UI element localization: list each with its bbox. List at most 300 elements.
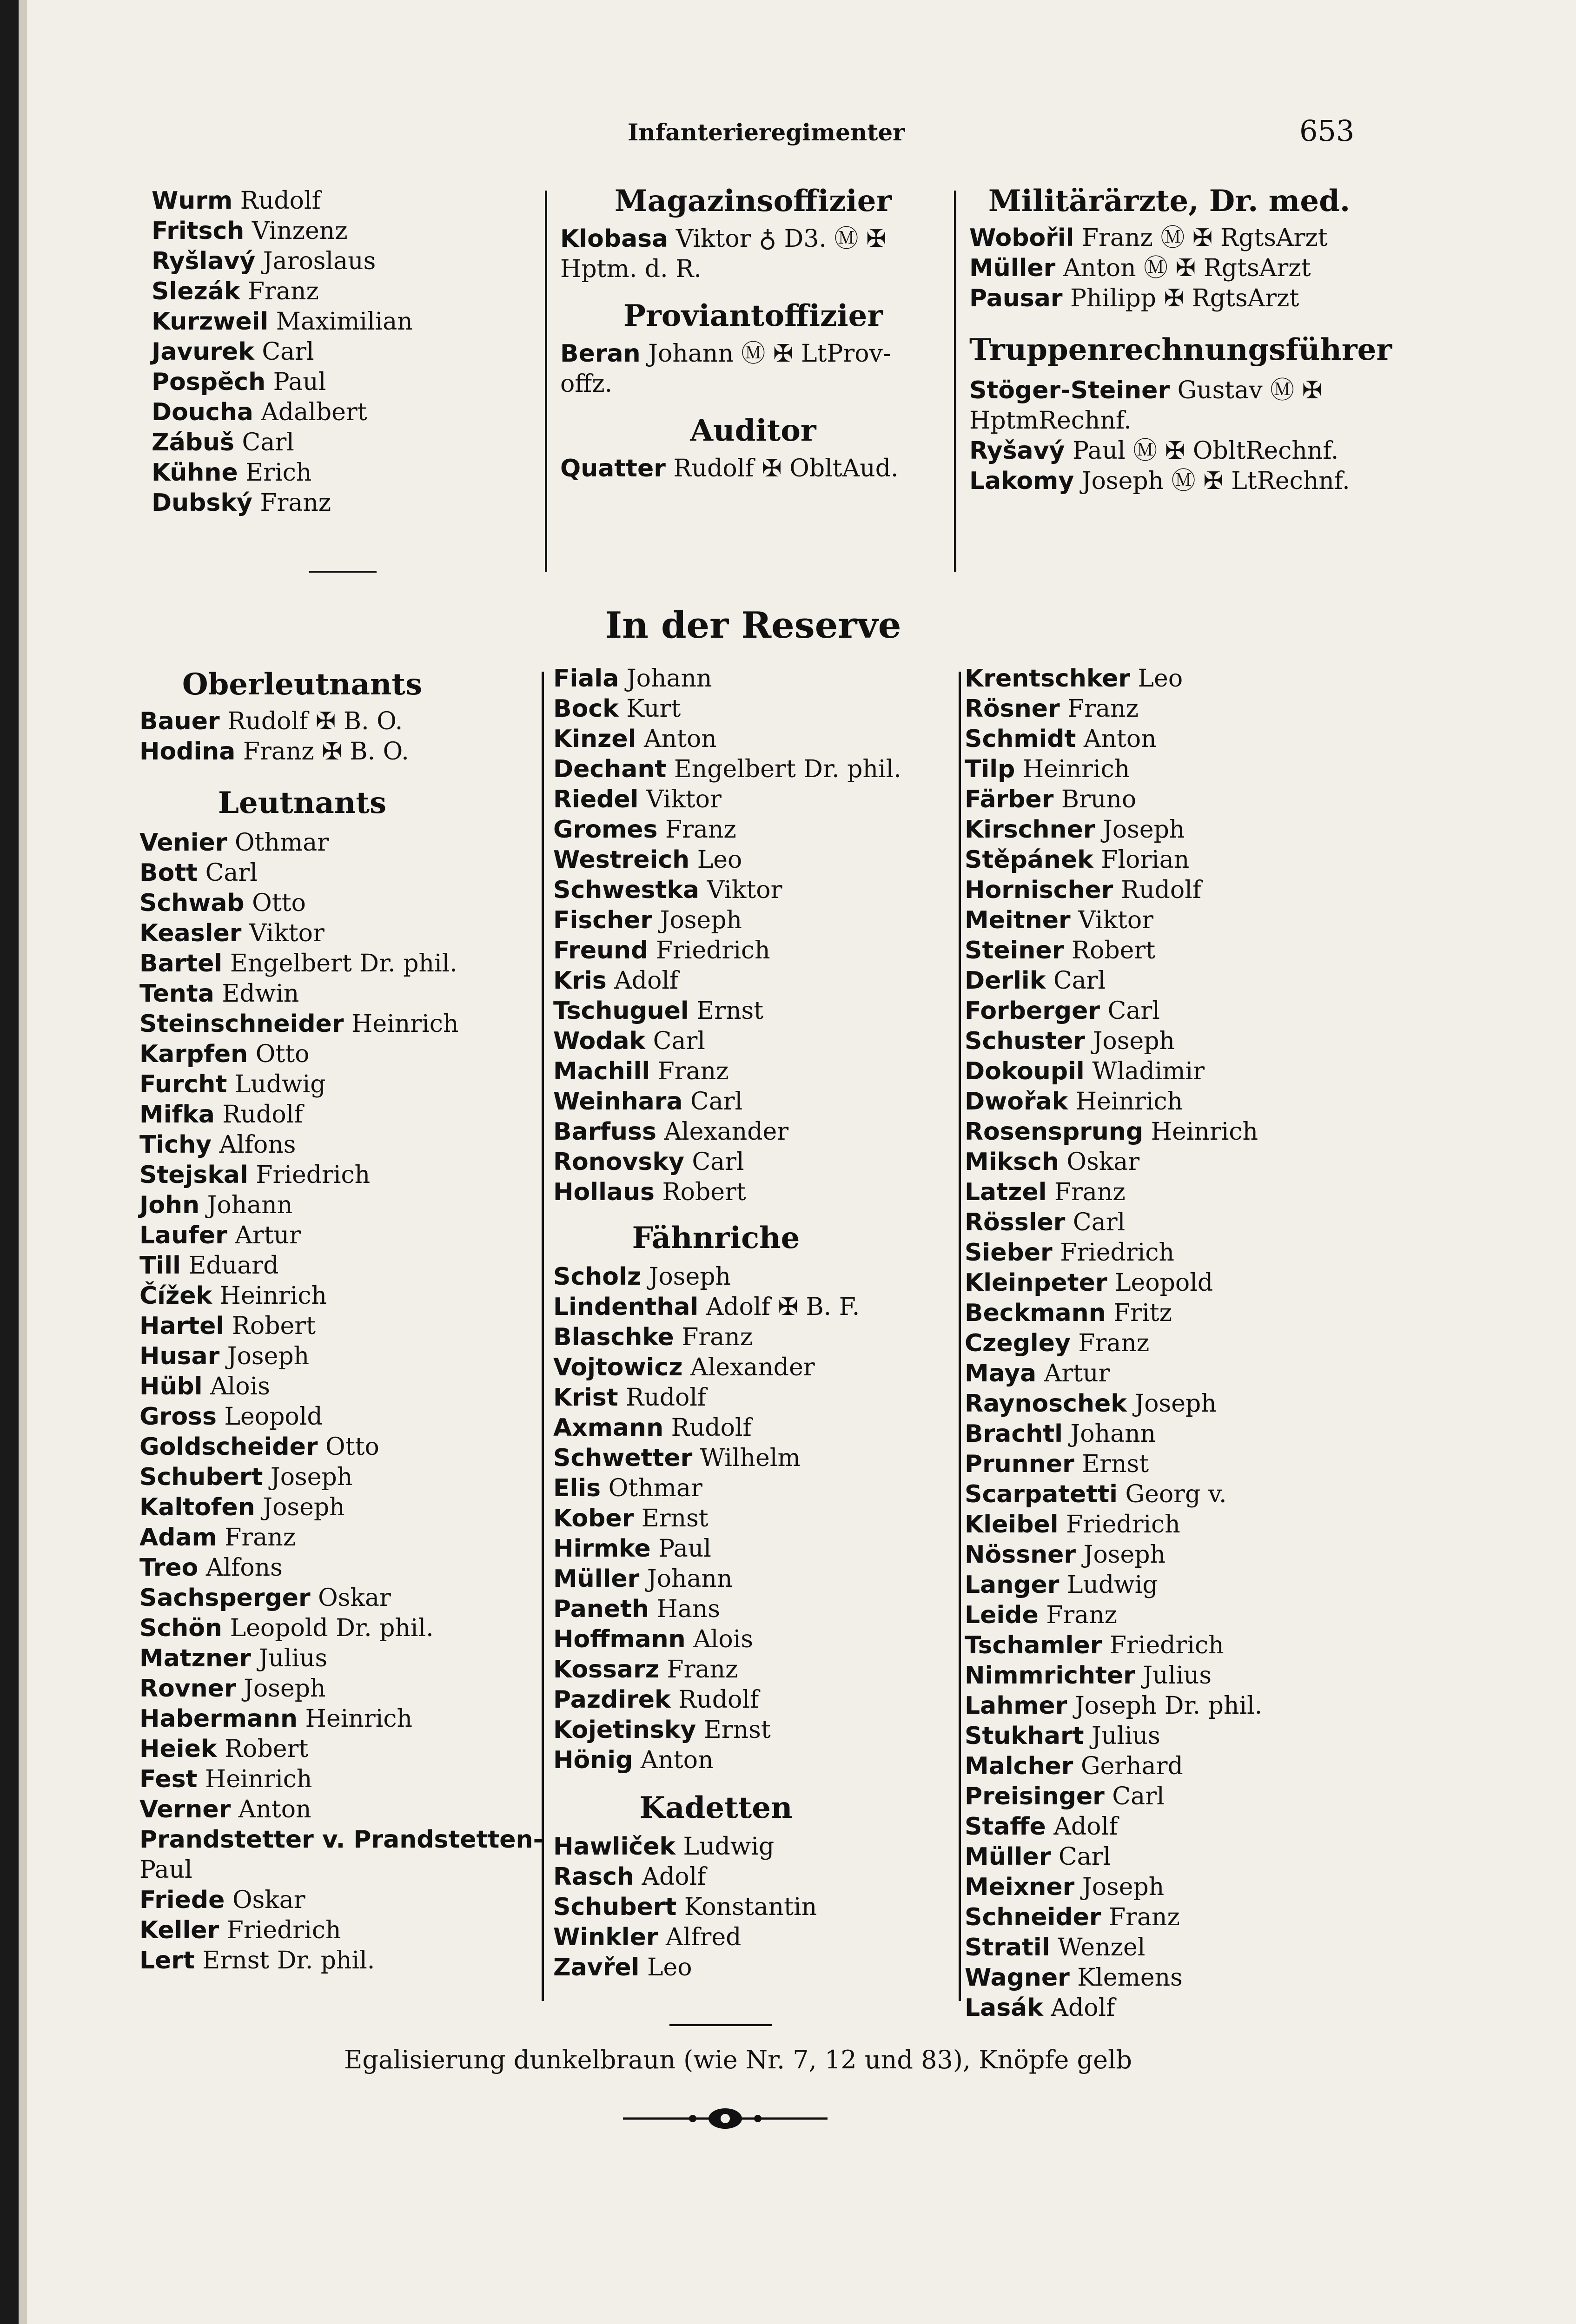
given-name-and-rank: Kurt [618, 695, 681, 723]
given-name-and-rank: Franz [674, 1323, 753, 1351]
list-item [969, 223, 1369, 253]
given-name-and-rank: Robert [217, 1735, 309, 1763]
given-name-and-rank: Johann [639, 1565, 733, 1593]
auditor-list [560, 454, 946, 484]
given-name-and-rank: Ernst [634, 1505, 709, 1532]
surname: Lakomy [969, 467, 1074, 495]
list-item [139, 1704, 535, 1734]
list-item [553, 845, 953, 875]
list-item [152, 216, 533, 246]
list-item [969, 436, 1369, 466]
given-name-and-rank: Othmar [227, 829, 329, 857]
list-item [152, 337, 533, 367]
given-name-and-rank: Franz [659, 1656, 738, 1684]
list-item [139, 1553, 535, 1583]
surname: Sachsperger [139, 1584, 311, 1612]
surname: Meitner [965, 906, 1071, 934]
list-item [553, 1026, 953, 1056]
given-name-and-rank: Rudolf [1113, 876, 1202, 904]
given-name-and-rank: Heinrich [1068, 1088, 1183, 1116]
surname: Kojetinsky [553, 1716, 696, 1744]
given-name-and-rank: Carl [1051, 1843, 1111, 1871]
list-item [553, 1862, 953, 1892]
list-item [139, 1855, 535, 1885]
surname: Venier [139, 829, 227, 857]
given-name-and-rank: Carl [234, 429, 294, 456]
given-name-and-rank: Heinrich [1143, 1118, 1258, 1146]
given-name-and-rank: Alfons [198, 1554, 283, 1582]
list-item [553, 936, 953, 966]
aerzte-list [969, 223, 1369, 314]
list-item [139, 1281, 535, 1311]
surname: Beckmann [965, 1299, 1106, 1327]
given-name-and-rank: Joseph [263, 1463, 353, 1491]
surname: Scholz [553, 1263, 642, 1291]
list-item [965, 785, 1383, 815]
surname: Kühne [152, 459, 238, 487]
list-item [965, 1661, 1383, 1691]
surname: Dubský [152, 489, 252, 517]
surname: Fritsch [152, 217, 245, 245]
list-item [553, 1087, 953, 1117]
surname: Elis [553, 1474, 601, 1502]
surname: Rasch [553, 1863, 634, 1891]
footer-note: Egalisierung dunkelbraun (wie Nr. 7, 12 und 83), Knöpfe gelb [344, 2045, 1132, 2074]
surname: Brachtl [965, 1420, 1063, 1448]
leutnants-list [139, 828, 543, 1976]
given-name-and-rank: Oskar [1059, 1148, 1140, 1176]
list-item [965, 664, 1383, 694]
given-name-and-rank: Leo [639, 1954, 692, 1981]
list-item [139, 706, 535, 737]
surname: Friede [139, 1886, 225, 1914]
given-name-and-rank: Leo [689, 846, 742, 874]
given-name-and-rank: Carl [682, 1088, 743, 1116]
surname: Beran [560, 340, 641, 368]
list-item [965, 1963, 1383, 1993]
given-name-and-rank: Carl [645, 1027, 705, 1055]
given-name-and-rank: Carl [1065, 1208, 1126, 1236]
surname: Čížek [139, 1282, 212, 1310]
list-item [139, 1462, 535, 1492]
given-name-and-rank: Paul Ⓜ ✠ ObltRechnf. [1065, 437, 1339, 465]
surname: Maya [965, 1360, 1037, 1387]
given-name-and-rank: Joseph [1095, 816, 1185, 844]
given-name-and-rank: Engelbert Dr. phil. [222, 950, 457, 977]
list-item [553, 1117, 953, 1147]
surname: Gross [139, 1403, 217, 1431]
list-item [139, 1190, 535, 1221]
list-item [553, 694, 953, 724]
given-name-and-rank: Carl [1100, 997, 1160, 1025]
surname: Scarpatetti [965, 1480, 1118, 1508]
surname: Keasler [139, 919, 242, 947]
given-name-and-rank: Julius [1135, 1662, 1212, 1690]
list-item [965, 724, 1383, 754]
given-name-and-rank: Paul [139, 1856, 192, 1884]
surname: Karpfen [139, 1040, 248, 1068]
list-item [965, 1238, 1383, 1268]
surname: Pospĕch [152, 368, 266, 396]
list-item [553, 754, 953, 785]
surname: Stöger-Steiner [969, 376, 1170, 404]
list-item [965, 1208, 1383, 1238]
list-item [969, 253, 1369, 284]
kadetten-title: Kadetten [639, 1790, 793, 1825]
list-item [553, 1832, 953, 1862]
given-name-and-rank: Gerhard [1073, 1752, 1183, 1780]
column-rule-top-left [545, 191, 547, 572]
surname: Czegley [965, 1329, 1071, 1357]
list-item [152, 367, 533, 397]
bottom-middle-column [553, 664, 953, 1983]
list-item [139, 949, 535, 979]
surname: Quatter [560, 455, 666, 482]
list-item [139, 1009, 535, 1039]
given-name-and-rank: Viktor [241, 919, 324, 947]
list-item [139, 1100, 535, 1130]
list-item [553, 1443, 953, 1473]
given-name-and-rank: Fritz [1106, 1299, 1172, 1327]
surname: Nössner [965, 1541, 1076, 1569]
given-name-and-rank: Rudolf [670, 1686, 759, 1714]
given-name-and-rank: Anton [231, 1796, 311, 1823]
surname: Weinhara [553, 1088, 683, 1116]
list-item [553, 1715, 953, 1745]
list-item [965, 1268, 1383, 1298]
given-name-and-rank: Othmar [601, 1474, 702, 1502]
given-name-and-rank: Wladimir [1084, 1057, 1205, 1085]
surname: Axmann [553, 1414, 664, 1442]
given-name-and-rank: Oskar [225, 1886, 305, 1914]
surname: Stěpánek [965, 846, 1093, 874]
list-item [553, 1147, 953, 1177]
surname: Bock [553, 695, 619, 723]
given-name-and-rank: Oskar [310, 1584, 391, 1612]
surname: Pausar [969, 284, 1063, 312]
list-item [965, 936, 1383, 966]
surname: Mifka [139, 1101, 215, 1129]
surname: Langer [965, 1571, 1059, 1599]
surname: Kris [553, 967, 607, 995]
list-item [152, 488, 533, 518]
given-name-and-rank: Friedrich [219, 1916, 341, 1944]
list-item [560, 224, 946, 254]
surname: Müller [965, 1843, 1051, 1871]
given-name-and-rank: Klemens [1069, 1964, 1183, 1992]
given-name-and-rank: Alois [685, 1625, 754, 1653]
list-item [553, 1056, 953, 1087]
given-name-and-rank: Leopold [216, 1403, 323, 1431]
running-title: Infanterieregimenter [628, 119, 905, 146]
list-item [139, 1915, 535, 1946]
surname: Verner [139, 1796, 231, 1823]
list-item [139, 1341, 535, 1372]
given-name-and-rank: Joseph [236, 1675, 326, 1703]
surname: Fischer [553, 906, 653, 934]
given-name-and-rank: Eduard [180, 1252, 279, 1280]
surname: Meixner [965, 1873, 1075, 1901]
list-item [553, 1594, 953, 1624]
surname: Tschamler [965, 1631, 1102, 1659]
given-name-and-rank: Franz [1046, 1178, 1126, 1206]
list-item [553, 1473, 953, 1504]
surname: Slezák [152, 277, 240, 305]
list-item [965, 1933, 1383, 1963]
list-item [965, 1026, 1383, 1056]
list-item [139, 858, 535, 888]
list-item [139, 828, 535, 858]
given-name-and-rank: Rudolf [214, 1101, 303, 1129]
top-middle-column [560, 184, 946, 484]
list-item [553, 1504, 953, 1534]
list-item [553, 1655, 953, 1685]
given-name-and-rank: Ernst [1074, 1450, 1149, 1478]
surname: Malcher [965, 1752, 1073, 1780]
surname: Schubert [553, 1893, 677, 1921]
surname: Dechant [553, 755, 667, 783]
given-name-and-rank: Bruno [1053, 786, 1137, 813]
surname: Fest [139, 1765, 198, 1793]
surname: Goldscheider [139, 1433, 318, 1461]
column-rule-bottom-right [959, 672, 961, 2001]
list-item [965, 1691, 1383, 1721]
given-name-and-rank: Franz Ⓜ ✠ RgtsArzt [1074, 224, 1328, 252]
surname: Klobasa [560, 225, 669, 253]
surname: Kinzel [553, 725, 636, 753]
column-rule-bottom-left [542, 672, 544, 2001]
surname: Fiala [553, 665, 619, 693]
top-left-column [152, 186, 533, 518]
given-name-and-rank: Ludwig [675, 1833, 775, 1861]
list-item [139, 1764, 535, 1795]
list-item [965, 1902, 1383, 1933]
list-item [553, 1353, 953, 1383]
surname: John [139, 1191, 200, 1219]
surname: Machill [553, 1057, 650, 1085]
surname: Furcht [139, 1070, 227, 1098]
given-name-and-rank: Carl [198, 859, 258, 887]
surname: Steinschneider [139, 1010, 344, 1038]
given-name-and-rank: Anton [1076, 725, 1157, 753]
given-name-and-rank: Adolf ✠ B. F. [698, 1293, 860, 1321]
given-name-and-rank: Ernst Dr. phil. [194, 1947, 375, 1974]
surname: Javurek [152, 338, 254, 366]
list-item [965, 1479, 1383, 1510]
given-name-and-rank: Ludwig [1059, 1571, 1158, 1599]
surname: Sieber [965, 1239, 1053, 1267]
surname: Dokoupil [965, 1057, 1085, 1085]
list-item [965, 1993, 1383, 2023]
given-name-and-rank: Alexander [656, 1118, 789, 1146]
given-name-and-rank: HptmRechnf. [969, 407, 1132, 435]
list-item [139, 979, 535, 1009]
given-name-and-rank: Philipp ✠ RgtsArzt [1062, 284, 1299, 312]
list-item [553, 1922, 953, 1953]
auditor-title: Auditor [690, 413, 816, 448]
proviant-list [560, 339, 946, 399]
list-item [139, 1311, 535, 1341]
surname: Schwetter [553, 1444, 693, 1472]
surname: Rösner [965, 695, 1060, 723]
surname: Müller [553, 1565, 640, 1593]
oberleutnants-title: Oberleutnants [182, 667, 423, 702]
given-name-and-rank: Artur [227, 1221, 301, 1249]
given-name-and-rank: Hptm. d. R. [560, 255, 702, 283]
list-item [965, 1812, 1383, 1842]
list-item [139, 1885, 535, 1915]
surname: Prunner [965, 1450, 1074, 1478]
list-item [965, 1600, 1383, 1631]
surname: Tilp [965, 755, 1015, 783]
given-name-and-rank: Rudolf [663, 1414, 752, 1442]
given-name-and-rank: Adolf [1043, 1994, 1115, 2022]
list-item [139, 1251, 535, 1281]
given-name-and-rank: Ernst [696, 1716, 771, 1744]
list-item [560, 254, 946, 284]
given-name-and-rank: Artur [1036, 1360, 1110, 1387]
surname: Laufer [139, 1221, 227, 1249]
given-name-and-rank: Leo [1130, 665, 1183, 693]
list-item [965, 1359, 1383, 1389]
given-name-and-rank: Paul [650, 1535, 711, 1563]
reserve-right-list [965, 664, 1383, 2023]
list-item [553, 1892, 953, 1922]
list-item [139, 1070, 535, 1100]
given-name-and-rank: Viktor [638, 786, 722, 813]
list-item [139, 1946, 535, 1976]
list-item [965, 1782, 1383, 1812]
given-name-and-rank: Johann [619, 665, 712, 693]
given-name-and-rank: Adolf [1046, 1813, 1118, 1841]
short-rule-left [309, 571, 377, 573]
given-name-and-rank: Otto [244, 889, 306, 917]
given-name-and-rank: Friedrich [1102, 1631, 1224, 1659]
oberleutnants-list [139, 706, 535, 767]
surname: Hönig [553, 1746, 633, 1774]
given-name-and-rank: Julius [251, 1644, 328, 1672]
surname: Stukhart [965, 1722, 1084, 1750]
surname: Kirschner [965, 816, 1095, 844]
given-name-and-rank: Joseph [641, 1263, 731, 1291]
list-item [139, 1523, 535, 1553]
list-item [553, 1322, 953, 1353]
given-name-and-rank: Joseph [1076, 1541, 1165, 1569]
surname: Riedel [553, 786, 639, 813]
given-name-and-rank: Alfred [658, 1923, 742, 1951]
surname: Matzner [139, 1644, 251, 1672]
given-name-and-rank: Adolf [606, 967, 679, 995]
list-item [553, 996, 953, 1026]
surname: Wobořil [969, 224, 1074, 252]
given-name-and-rank: Julius [1084, 1722, 1160, 1750]
given-name-and-rank: Friedrich [248, 1161, 371, 1189]
list-item [139, 1221, 535, 1251]
surname: Hartel [139, 1312, 225, 1340]
list-item [139, 1402, 535, 1432]
list-item [553, 785, 953, 815]
given-name-and-rank: Joseph [652, 906, 742, 934]
truppen-list [969, 376, 1369, 496]
surname: Paneth [553, 1595, 649, 1623]
surname: Lert [139, 1947, 195, 1974]
surname: Tichy [139, 1131, 212, 1159]
surname: Tschuguel [553, 997, 689, 1025]
surname: Hawliček [553, 1833, 675, 1861]
given-name-and-rank: Robert [1064, 937, 1156, 964]
surname: Latzel [965, 1178, 1047, 1206]
given-name-and-rank: Franz [217, 1524, 296, 1552]
magazin-title: Magazinsoffizier [614, 184, 892, 218]
list-item [965, 754, 1383, 785]
surname: Kaltofen [139, 1493, 255, 1521]
list-item [965, 875, 1383, 905]
list-item [152, 397, 533, 428]
surname: Schmidt [965, 725, 1076, 753]
list-item [152, 458, 533, 488]
surname: Bott [139, 859, 198, 887]
ornament-divider [623, 2105, 828, 2133]
aerzte-title: Militärärzte, Dr. med. [988, 184, 1351, 218]
list-item [152, 428, 533, 458]
surname: Freund [553, 937, 649, 964]
given-name-and-rank: Franz [1101, 1903, 1180, 1931]
list-item [553, 1745, 953, 1776]
given-name-and-rank: Franz [1070, 1329, 1150, 1357]
list-item [965, 1147, 1383, 1177]
list-item [965, 1872, 1383, 1902]
surname: Blaschke [553, 1323, 674, 1351]
surname: Rovner [139, 1675, 236, 1703]
surname: Pazdirek [553, 1686, 671, 1714]
surname: Dwořak [965, 1088, 1068, 1116]
surname: Kossarz [553, 1656, 660, 1684]
list-item [139, 1825, 543, 1855]
surname: Lahmer [965, 1692, 1067, 1720]
given-name-and-rank: Heinrich [1015, 755, 1130, 783]
bottom-left-column [139, 667, 543, 1976]
given-name-and-rank: offz. [560, 370, 613, 398]
given-name-and-rank: Carl [1046, 967, 1106, 995]
given-name-and-rank: Johann Ⓜ ✠ LtProv- [640, 340, 891, 368]
surname: Hoffmann [553, 1625, 686, 1653]
short-rule-bottom [669, 2024, 772, 2026]
surname: Stejskal [139, 1161, 248, 1189]
scan-edge [0, 0, 19, 2324]
surname: Schubert [139, 1463, 263, 1491]
given-name-and-rank: Leopold [1107, 1269, 1213, 1297]
given-name-and-rank: Joseph [219, 1342, 310, 1370]
given-name-and-rank: Edwin [214, 980, 299, 1008]
given-name-and-rank: Viktor [699, 876, 782, 904]
surname: Zavřel [553, 1954, 640, 1981]
list-item [969, 376, 1369, 406]
surname: Schwab [139, 889, 245, 917]
list-item [553, 966, 953, 996]
given-name-and-rank: Viktor ♁ D3. Ⓜ ✠ [668, 225, 887, 253]
surname: Till [139, 1252, 181, 1280]
surname: Ronovsky [553, 1148, 684, 1176]
surname: Kleinpeter [965, 1269, 1107, 1297]
list-item [139, 888, 535, 918]
surname: Hollaus [553, 1178, 655, 1206]
surname: Krentschker [965, 665, 1130, 693]
list-item [139, 1492, 535, 1523]
list-item [553, 1383, 953, 1413]
surname: Schuster [965, 1027, 1086, 1055]
surname: Husar [139, 1342, 220, 1370]
list-item [965, 1721, 1383, 1751]
